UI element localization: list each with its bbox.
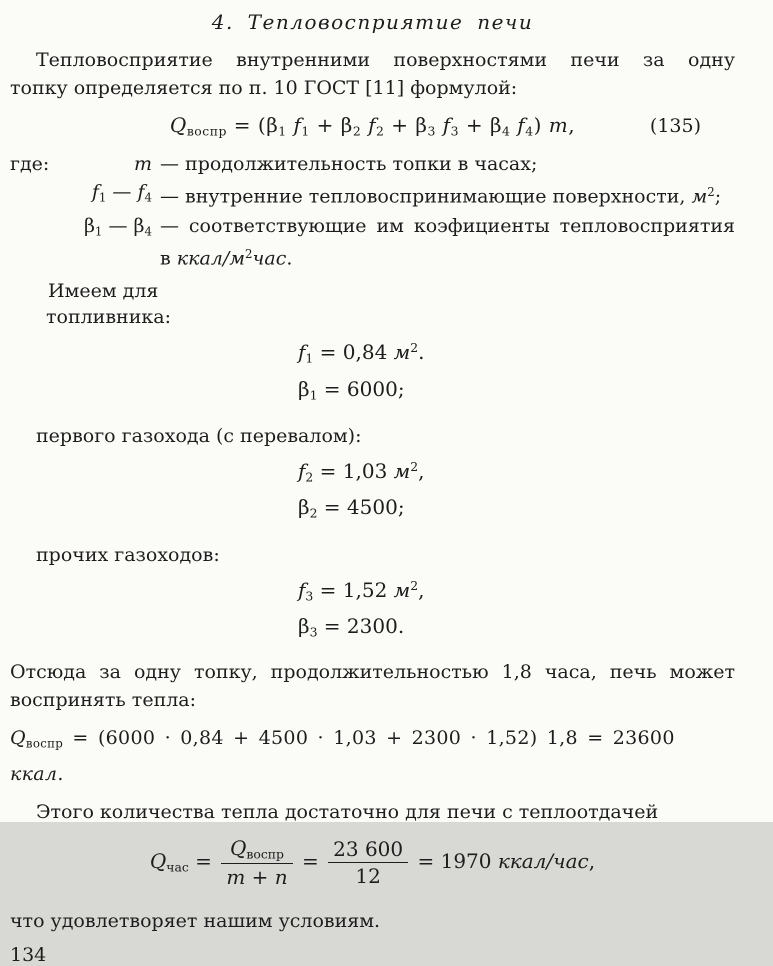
formula-token: f bbox=[442, 113, 451, 137]
formula-token: f bbox=[517, 113, 526, 137]
formula-token: ; bbox=[714, 185, 722, 208]
formula-token: = 2300. bbox=[317, 614, 405, 639]
value-beta2 bbox=[298, 492, 735, 528]
formula-token: , bbox=[418, 577, 425, 602]
where-desc-m bbox=[160, 150, 735, 178]
formula-token: + bbox=[384, 113, 416, 137]
formula-token: f bbox=[91, 181, 99, 204]
value-beta1 bbox=[298, 374, 735, 410]
formula-token: ккал bbox=[10, 762, 58, 785]
formula-token: час bbox=[252, 247, 287, 270]
formula-token: — внутренние тепловоспринимающие поверхности, bbox=[160, 185, 692, 208]
formula-token: = 1,52 bbox=[313, 577, 394, 602]
closing-line: что удовлетворяет нашим условиям. bbox=[10, 910, 381, 933]
formula-token: Q bbox=[10, 727, 26, 750]
formula-token: 2 bbox=[376, 123, 385, 139]
fraction-numerator bbox=[328, 837, 408, 863]
formula-token: 4 bbox=[144, 190, 152, 205]
intro-paragraph bbox=[10, 46, 735, 102]
formula-token: + bbox=[245, 864, 275, 889]
formula-token: f bbox=[137, 181, 145, 204]
formula-token: . bbox=[286, 247, 293, 270]
formula-token: , bbox=[588, 848, 596, 873]
formula-token: = 1970 bbox=[411, 848, 498, 873]
sufficiency-line: Этого количества тепла достаточно для печи с теплоотдачей bbox=[36, 800, 659, 823]
fraction-denominator bbox=[328, 863, 408, 888]
formula-token: β bbox=[298, 614, 310, 639]
where-row-f bbox=[10, 178, 735, 211]
formula-token: β bbox=[133, 214, 145, 237]
formula-token: Q bbox=[149, 848, 167, 873]
where-row-beta bbox=[10, 212, 735, 272]
formula-token bbox=[287, 113, 294, 137]
first-flue-values bbox=[10, 452, 735, 529]
formula-token bbox=[436, 113, 443, 137]
formula-token: час bbox=[166, 859, 189, 875]
formula-token: β bbox=[298, 495, 310, 520]
formula-token: f bbox=[298, 577, 306, 602]
formula-token: 1 bbox=[94, 224, 103, 239]
formula-token: 2 bbox=[305, 469, 314, 485]
where-term-f bbox=[58, 178, 152, 211]
fraction bbox=[328, 837, 408, 888]
formula-token: воспр bbox=[246, 846, 284, 862]
formula-token: 2 bbox=[410, 577, 419, 593]
formula-token: 1 bbox=[305, 350, 314, 366]
formula-token: м bbox=[691, 185, 708, 208]
where-desc-f bbox=[160, 178, 735, 211]
formula-token: воспр bbox=[25, 736, 64, 751]
formula-token: 2 bbox=[309, 505, 318, 521]
formula-token: 2 bbox=[245, 246, 253, 261]
text-line: топку определяется по п. 10 ГОСТ [11] формулой: bbox=[10, 77, 518, 99]
formula-token: β bbox=[415, 113, 428, 137]
formula-token: = bbox=[188, 848, 219, 873]
formula-token: 2 bbox=[707, 185, 715, 200]
section-title: 4. Тепловосприятие печи bbox=[211, 10, 534, 34]
formula-token: f bbox=[293, 113, 302, 137]
conclusion-paragraph bbox=[10, 658, 735, 714]
formula-token: = bbox=[295, 848, 326, 873]
first-flue-label: первого газохода (с перевалом): bbox=[36, 424, 362, 447]
formula-token: 1 bbox=[278, 123, 287, 139]
where-row-m bbox=[10, 150, 735, 178]
formula-token: m bbox=[226, 864, 246, 889]
page-number: 134 bbox=[10, 944, 47, 966]
formula-token: — продолжительность топки в часах; bbox=[160, 153, 538, 176]
value-beta3 bbox=[298, 611, 735, 647]
formula-token: м bbox=[393, 458, 411, 483]
where-term-beta bbox=[58, 212, 152, 272]
formula-token: м bbox=[393, 577, 411, 602]
fraction-numerator bbox=[221, 836, 292, 864]
formula-token: 2 bbox=[352, 123, 362, 139]
formula-token: ) bbox=[533, 113, 549, 137]
formula-token: 1 bbox=[309, 386, 318, 402]
formula-token: = 1,03 bbox=[313, 458, 394, 483]
formula-token: ккал bbox=[176, 247, 223, 270]
formula-token: + bbox=[309, 113, 341, 137]
formula-token: f bbox=[298, 340, 306, 365]
formula-token: час bbox=[553, 848, 589, 873]
where-desc-beta bbox=[160, 212, 735, 272]
formula-token: 4 bbox=[502, 123, 511, 139]
formula-token: 3 bbox=[427, 123, 436, 139]
formula-token: β bbox=[266, 113, 279, 137]
formula-token: + bbox=[458, 113, 490, 137]
equation-hourly bbox=[10, 835, 735, 893]
formula-token: 4 bbox=[525, 123, 534, 139]
formula-token: Q bbox=[169, 113, 187, 137]
other-flues-values bbox=[10, 571, 735, 648]
formula-token: = 4500; bbox=[317, 495, 405, 520]
equation-135-number: (135) bbox=[649, 115, 701, 137]
formula-token: 3 bbox=[450, 123, 459, 139]
formula-token: = 0,84 bbox=[313, 340, 394, 365]
equation-135 bbox=[10, 110, 735, 146]
formula-token: 1 bbox=[98, 190, 107, 205]
where-label-spacer-1 bbox=[10, 178, 50, 211]
formula-token: β bbox=[83, 214, 95, 237]
formula-token: m bbox=[548, 113, 569, 137]
formula-token: , bbox=[418, 458, 425, 483]
formula-token: = 6000; bbox=[317, 376, 405, 401]
formula-token: ккал bbox=[497, 848, 547, 873]
formula-token: = (6000 · 0,84 + 4500 · 1,03 + 2300 · 1,52) 1,8 = 23600 bbox=[63, 727, 675, 750]
have-for-line: Имеем для bbox=[48, 280, 159, 303]
text-line: Тепловосприятие внутренними поверхностями печи за одну bbox=[36, 49, 735, 71]
formula-token: / bbox=[546, 848, 554, 873]
formula-token: — bbox=[102, 214, 134, 237]
equation-135-body bbox=[10, 110, 735, 146]
formula-token: 2 bbox=[410, 458, 419, 474]
where-label: где: bbox=[10, 153, 50, 176]
fraction bbox=[221, 836, 292, 889]
formula-token: . bbox=[418, 340, 425, 365]
formula-token: m bbox=[133, 153, 152, 176]
formula-token: , bbox=[568, 113, 576, 137]
firebox-values bbox=[10, 333, 735, 410]
formula-token: β bbox=[298, 376, 310, 401]
formula-token: 1 bbox=[301, 123, 310, 139]
value-f1 bbox=[298, 333, 735, 373]
value-f3 bbox=[298, 571, 735, 611]
value-f2 bbox=[298, 452, 735, 492]
text-line: Отсюда за одну топку, продолжительностью 1,8 часа, печь может bbox=[10, 661, 735, 684]
formula-token: воспр bbox=[186, 123, 227, 139]
where-term-m bbox=[58, 150, 152, 178]
fraction-denominator bbox=[221, 864, 292, 889]
formula-token: 3 bbox=[309, 624, 318, 640]
formula-token: — соответствующие им коэфициенты тепловосприятия в bbox=[160, 214, 735, 270]
formula-token: 2 bbox=[410, 340, 419, 356]
formula-token: м bbox=[393, 340, 411, 365]
firebox-label: топливника: bbox=[46, 306, 171, 329]
formula-token: — bbox=[106, 181, 138, 204]
equation-total bbox=[10, 723, 735, 788]
other-flues-label: прочих газоходов: bbox=[36, 543, 220, 566]
formula-token: f bbox=[368, 113, 376, 137]
formula-token: / bbox=[222, 247, 230, 270]
where-label-spacer-2 bbox=[10, 212, 50, 272]
formula-token: Q bbox=[229, 835, 247, 860]
formula-token: β bbox=[340, 113, 353, 137]
formula-token: м bbox=[229, 247, 246, 270]
formula-token: β bbox=[489, 113, 503, 137]
formula-token: . bbox=[57, 762, 64, 785]
formula-token: f bbox=[298, 458, 306, 483]
formula-token: = ( bbox=[226, 113, 267, 137]
where-block bbox=[10, 150, 735, 272]
formula-token: 3 bbox=[305, 588, 314, 604]
formula-token: n bbox=[274, 864, 288, 889]
formula-token: 12 bbox=[355, 863, 381, 888]
formula-token: 23 600 bbox=[333, 836, 404, 861]
text-line: воспринять тепла: bbox=[10, 689, 197, 712]
formula-token: 4 bbox=[144, 224, 152, 239]
